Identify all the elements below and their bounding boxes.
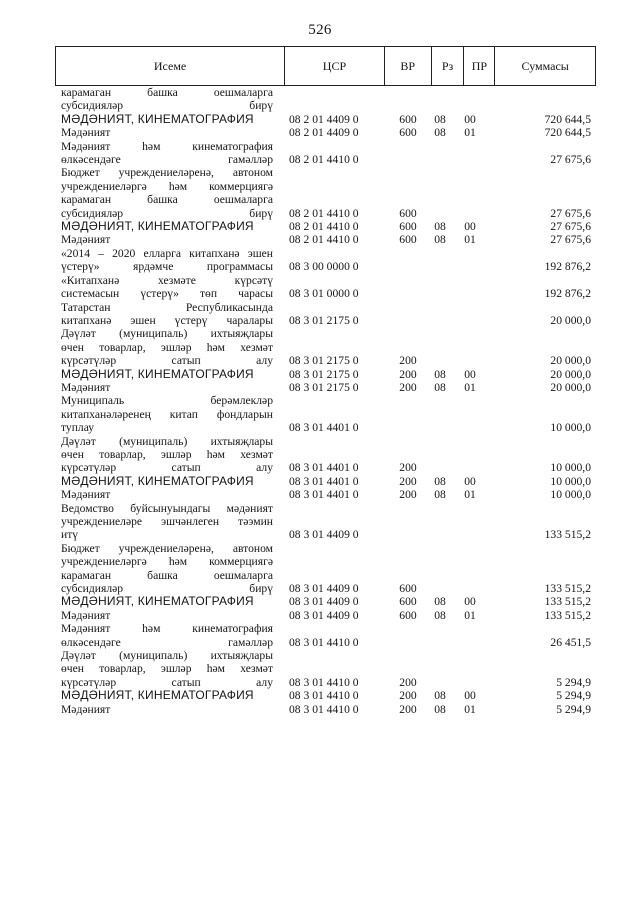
- row-vr: 600: [399, 112, 417, 126]
- table-row: [0, 542, 640, 596]
- row-sum: 27 675,6: [550, 220, 591, 234]
- row-sum: 20 000,0: [550, 354, 591, 368]
- row-vr: 200: [399, 367, 417, 381]
- row-sum: 27 675,6: [550, 233, 591, 247]
- row-name: Дәүләт (муниципаль) ихтыяҗлары өчен товарлар, эшләр һәм хезмәт күрсәтүләр сатып алу: [61, 649, 273, 689]
- table-row: [0, 609, 640, 622]
- row-vr: 200: [399, 380, 417, 394]
- row-csr: 08 3 01 4410 0: [289, 675, 359, 689]
- row-pr: 00: [464, 220, 476, 234]
- row-name: МӘДӘНИЯТ, КИНЕМАТОГРАФИЯ: [61, 688, 254, 703]
- row-pr: 01: [464, 126, 476, 140]
- row-csr: 08 3 01 4410 0: [289, 689, 359, 703]
- header-sum: Суммасы: [521, 58, 569, 73]
- row-csr: 08 3 01 4409 0: [289, 582, 359, 596]
- row-sum: 133 515,2: [544, 528, 591, 542]
- table-row: [0, 394, 640, 434]
- row-vr: 200: [399, 461, 417, 475]
- table-row: [0, 435, 640, 475]
- table-body: [0, 86, 640, 716]
- table-row: [0, 649, 640, 689]
- table-row: [0, 274, 640, 301]
- row-sum: 10 000,0: [550, 421, 591, 435]
- row-sum: 20 000,0: [550, 367, 591, 381]
- table-header: [55, 46, 596, 86]
- row-rz: 08: [434, 220, 446, 234]
- row-name: Мәдәният һәм кинематография өлкәсендәге гамәлләр: [61, 622, 273, 649]
- row-pr: 01: [464, 702, 476, 716]
- row-csr: 08 3 01 0000 0: [289, 287, 359, 301]
- row-csr: 08 3 01 4401 0: [289, 488, 359, 502]
- row-rz: 08: [434, 689, 446, 703]
- row-rz: 08: [434, 474, 446, 488]
- table-row: [0, 247, 640, 274]
- row-name: Дәүләт (муниципаль) ихтыяҗлары өчен товарлар, эшләр һәм хезмәт күрсәтүләр сатып алу: [61, 434, 273, 475]
- table-row: [0, 368, 640, 381]
- row-name: МӘДӘНИЯТ, КИНЕМАТОГРАФИЯ: [61, 219, 254, 234]
- row-vr: 200: [399, 675, 417, 689]
- row-name: МӘДӘНИЯТ, КИНЕМАТОГРАФИЯ: [61, 111, 254, 126]
- row-sum: 5 294,9: [556, 702, 591, 716]
- row-rz: 08: [434, 702, 446, 716]
- table-row: [0, 502, 640, 542]
- row-sum: 133 515,2: [544, 608, 591, 622]
- row-csr: 08 3 01 4409 0: [289, 595, 359, 609]
- row-csr: 08 2 01 4410 0: [289, 206, 359, 220]
- row-name: МӘДӘНИЯТ, КИНЕМАТОГРАФИЯ: [61, 366, 254, 381]
- row-csr: 08 3 01 4410 0: [289, 702, 359, 716]
- row-vr: 600: [399, 233, 417, 247]
- row-name: Муниципаль берәмлекләр китапханәләренең китап фондларын туплау: [61, 394, 273, 435]
- row-rz: 08: [434, 488, 446, 502]
- table-row: [0, 140, 640, 167]
- row-pr: 01: [464, 488, 476, 502]
- row-pr: 00: [464, 474, 476, 488]
- row-pr: 00: [464, 367, 476, 381]
- row-csr: 08 2 01 4409 0: [289, 126, 359, 140]
- row-name: «2014 – 2020 елларга китапханә эшен үстерү» ярдәмче программасы: [61, 246, 273, 274]
- row-name: Мәдәният: [61, 608, 111, 622]
- row-csr: 08 2 01 4410 0: [289, 153, 359, 167]
- row-csr: 08 3 01 2175 0: [289, 354, 359, 368]
- row-vr: 600: [399, 220, 417, 234]
- row-rz: 08: [434, 380, 446, 394]
- row-sum: 720 644,5: [544, 112, 591, 126]
- table-row: [0, 126, 640, 139]
- row-vr: 600: [399, 582, 417, 596]
- row-sum: 10 000,0: [550, 474, 591, 488]
- row-csr: 08 3 01 2175 0: [289, 367, 359, 381]
- row-name: Бюджет учреждениеләренә, автоном учреждениеләргә һәм коммерциягә карамаган башка оешмаларга субсидияләр бирү: [61, 541, 273, 596]
- row-sum: 5 294,9: [556, 689, 591, 703]
- row-csr: 08 3 01 2175 0: [289, 313, 359, 327]
- row-rz: 08: [434, 233, 446, 247]
- row-sum: 133 515,2: [544, 595, 591, 609]
- row-sum: 20 000,0: [550, 380, 591, 394]
- row-csr: 08 2 01 4409 0: [289, 112, 359, 126]
- row-sum: 10 000,0: [550, 461, 591, 475]
- row-sum: 720 644,5: [544, 126, 591, 140]
- row-name: Мәдәният: [61, 233, 111, 247]
- row-sum: 5 294,9: [556, 675, 591, 689]
- row-name: Мәдәният: [61, 126, 111, 140]
- table-row: [0, 703, 640, 716]
- table-row: [0, 475, 640, 488]
- table-row: [0, 220, 640, 233]
- row-name: «Китапханә хезмәте күрсәтү системасын үстерү» төп чарасы: [61, 273, 273, 301]
- row-pr: 00: [464, 595, 476, 609]
- row-csr: 08 3 01 4410 0: [289, 635, 359, 649]
- row-vr: 200: [399, 702, 417, 716]
- row-vr: 200: [399, 354, 417, 368]
- row-sum: 10 000,0: [550, 488, 591, 502]
- table-row: [0, 381, 640, 394]
- row-name: Мәдәният: [61, 702, 111, 716]
- row-vr: 600: [399, 608, 417, 622]
- row-sum: 133 515,2: [544, 582, 591, 596]
- row-csr: 08 3 01 4409 0: [289, 528, 359, 542]
- row-name: МӘДӘНИЯТ, КИНЕМАТОГРАФИЯ: [61, 594, 254, 609]
- row-sum: 192 876,2: [544, 260, 591, 274]
- row-rz: 08: [434, 595, 446, 609]
- row-sum: 26 451,5: [550, 635, 591, 649]
- row-vr: 600: [399, 126, 417, 140]
- row-csr: 08 3 01 4401 0: [289, 474, 359, 488]
- row-sum: 192 876,2: [544, 287, 591, 301]
- table-row: [0, 113, 640, 126]
- row-pr: 00: [464, 112, 476, 126]
- row-pr: 01: [464, 233, 476, 247]
- table-row: [0, 622, 640, 649]
- row-vr: 200: [399, 488, 417, 502]
- table-row: [0, 327, 640, 367]
- row-rz: 08: [434, 608, 446, 622]
- row-vr: 200: [399, 474, 417, 488]
- table-row: [0, 301, 640, 328]
- row-pr: 01: [464, 380, 476, 394]
- header-pr: ПР: [464, 47, 495, 85]
- row-name: Мәдәният: [61, 488, 111, 502]
- row-rz: 08: [434, 112, 446, 126]
- row-sum: 27 675,6: [550, 153, 591, 167]
- table-row: [0, 689, 640, 702]
- row-name: Ведомство буйсынуындагы мәдәният учреждениеләре эшчәнлеген тәэмин итү: [61, 501, 273, 542]
- row-csr: 08 3 00 0000 0: [289, 260, 359, 274]
- row-vr: 600: [399, 595, 417, 609]
- row-csr: 08 3 01 4401 0: [289, 421, 359, 435]
- table-row: [0, 595, 640, 608]
- row-name: Мәдәният һәм кинематография өлкәсендәге гамәлләр: [61, 139, 273, 167]
- header-vr: ВР: [385, 47, 432, 85]
- row-rz: 08: [434, 367, 446, 381]
- header-csr: ЦСР: [285, 47, 385, 85]
- row-name: карамаган башка оешмаларга субсидияләр бирү: [61, 86, 273, 113]
- page-number: 526: [308, 22, 332, 38]
- row-sum: 27 675,6: [550, 206, 591, 220]
- row-pr: 00: [464, 689, 476, 703]
- row-csr: 08 3 01 4401 0: [289, 461, 359, 475]
- table-row: [0, 488, 640, 501]
- header-name: Исеме: [56, 47, 285, 85]
- row-name: Дәүләт (муниципаль) ихтыяҗлары өчен товарлар, эшләр һәм хезмәт күрсәтүләр сатып алу: [61, 327, 273, 368]
- row-sum: 20 000,0: [550, 313, 591, 327]
- row-vr: 200: [399, 689, 417, 703]
- row-name: МӘДӘНИЯТ, КИНЕМАТОГРАФИЯ: [61, 473, 254, 488]
- table-row: [0, 233, 640, 246]
- row-name: Мәдәният: [61, 380, 111, 394]
- row-rz: 08: [434, 126, 446, 140]
- row-name: Татарстан Республикасында китапханә эшен үстерү чаралары: [61, 300, 273, 327]
- row-name: Бюджет учреждениеләренә, автоном учреждениеләргә һәм коммерциягә карамаган башка оешмаларга субсидияләр бирү: [61, 166, 273, 220]
- row-pr: 01: [464, 608, 476, 622]
- row-csr: 08 3 01 4409 0: [289, 608, 359, 622]
- row-csr: 08 2 01 4410 0: [289, 233, 359, 247]
- table-row: [0, 166, 640, 220]
- header-rz: Рз: [432, 47, 465, 85]
- row-csr: 08 3 01 2175 0: [289, 380, 359, 394]
- row-csr: 08 2 01 4410 0: [289, 220, 359, 234]
- row-vr: 600: [399, 206, 417, 220]
- table-row: [0, 86, 640, 113]
